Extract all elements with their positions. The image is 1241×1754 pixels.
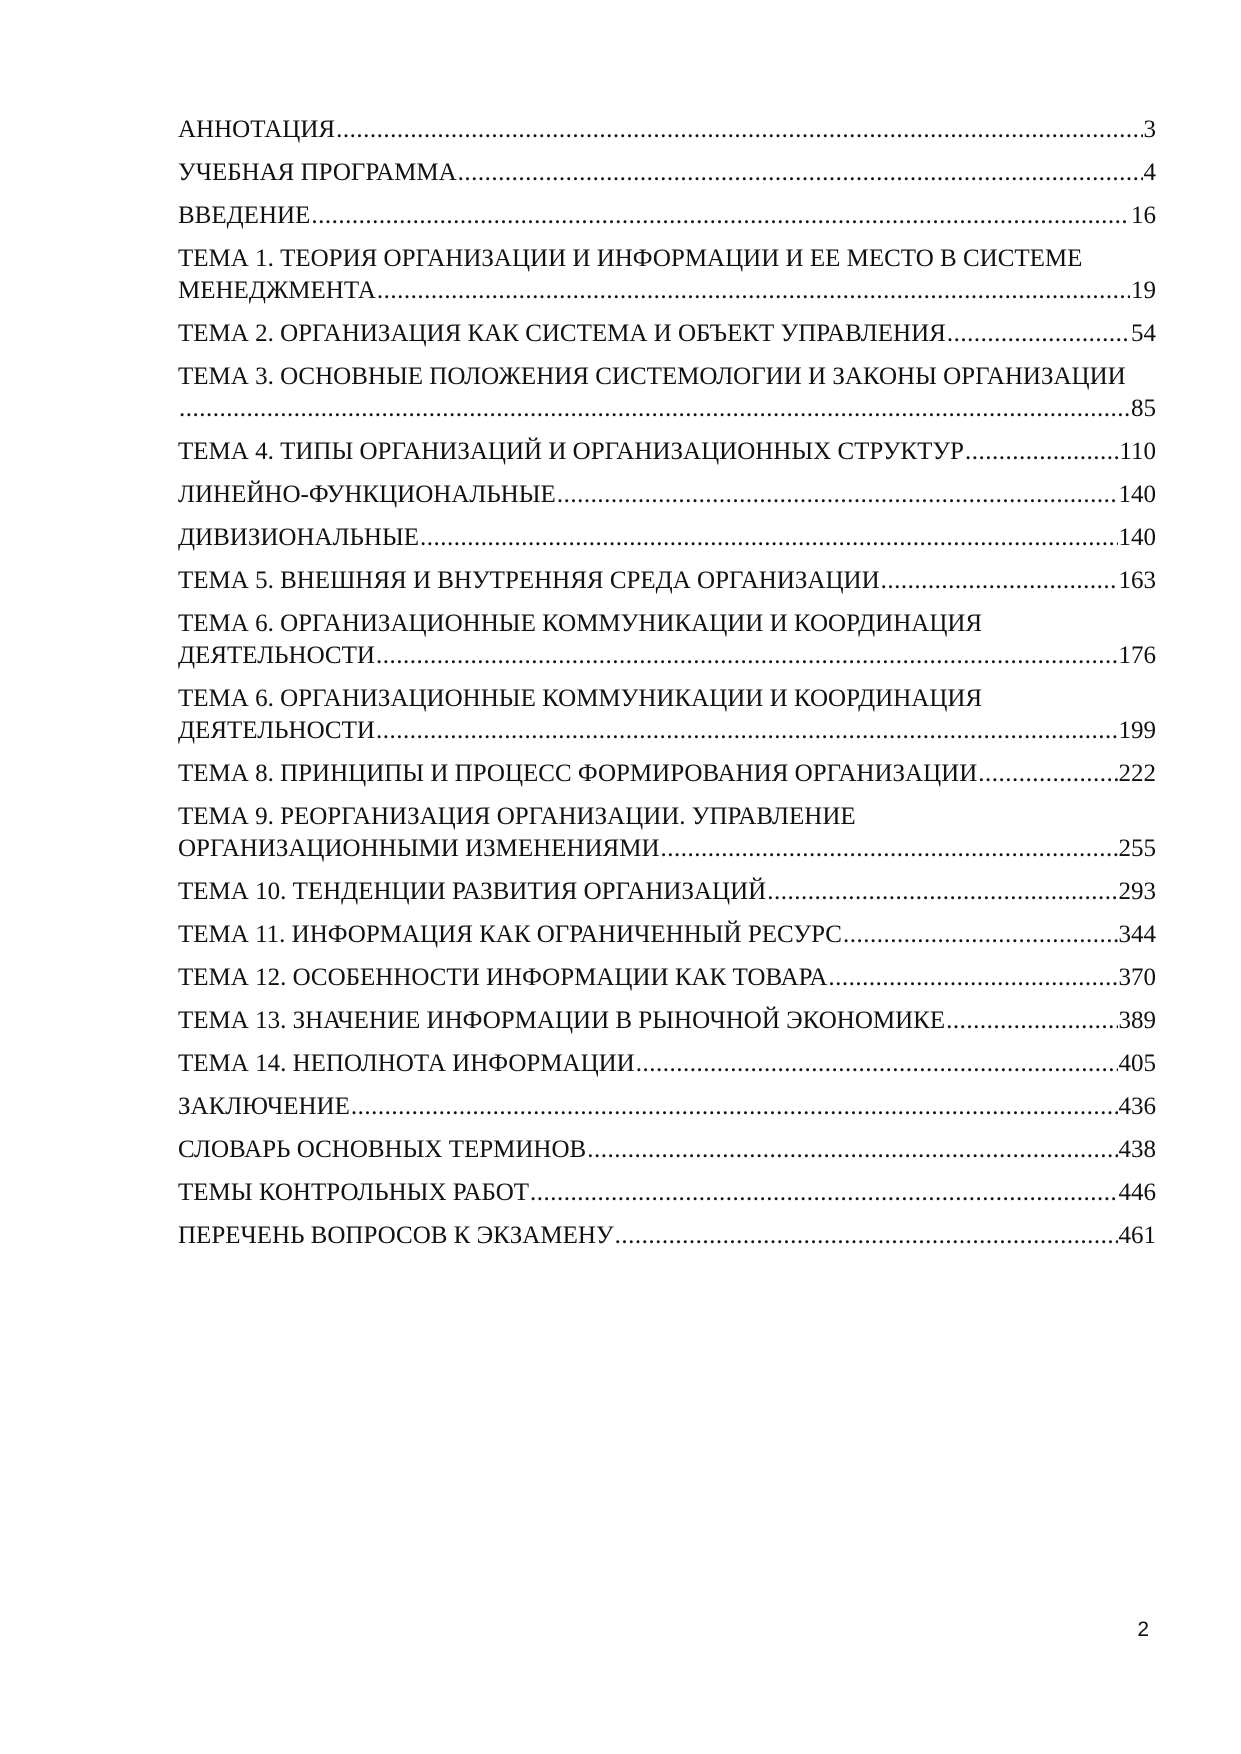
toc-entry-title: ТЕМА 8. ПРИНЦИПЫ И ПРОЦЕСС ФОРМИРОВАНИЯ ОРГАНИЗАЦИИ (178, 760, 978, 787)
toc-entry[interactable] (178, 876, 1156, 908)
toc-entry-title: ТЕМА 13. ЗНАЧЕНИЕ ИНФОРМАЦИИ В РЫНОЧНОЙ ЭКОНОМИКЕ (178, 1007, 946, 1034)
toc-entry[interactable] (178, 683, 1156, 747)
toc-dot-leader (376, 640, 1118, 672)
toc-entry[interactable] (178, 1134, 1156, 1166)
toc-entry-title: ВВЕДЕНИЕ (178, 202, 311, 229)
toc-dot-leader (978, 758, 1117, 790)
toc-entry-page-number: 293 (1118, 878, 1156, 905)
toc-entry-title: ТЕМА 10. ТЕНДЕНЦИИ РАЗВИТИЯ ОРГАНИЗАЦИЙ (178, 878, 767, 905)
toc-entry-title: ТЕМА 5. ВНЕШНЯЯ И ВНУТРЕННЯЯ СРЕДА ОРГАНИЗАЦИИ (178, 567, 880, 594)
toc-entry-title: ТЕМА 2. ОРГАНИЗАЦИЯ КАК СИСТЕМА И ОБЪЕКТ УПРАВЛЕНИЯ (178, 320, 946, 347)
toc-entry-page-number: 140 (1118, 524, 1156, 551)
toc-entry-page-number: 3 (1143, 116, 1156, 143)
toc-entry[interactable] (178, 318, 1156, 350)
toc-entry-title-line1: ТЕМА 6. ОРГАНИЗАЦИОННЫЕ КОММУНИКАЦИИ И КООРДИНАЦИЯ (178, 685, 983, 712)
toc-entry-title: ТЕМА 4. ТИПЫ ОРГАНИЗАЦИЙ И ОРГАНИЗАЦИОННЫХ СТРУКТУР (178, 438, 964, 465)
toc-entry-title: МЕНЕДЖМЕНТА (178, 277, 376, 304)
toc-entry-title: ОРГАНИЗАЦИОННЫМИ ИЗМЕНЕНИЯМИ (178, 835, 660, 862)
toc-dot-leader (767, 876, 1117, 908)
toc-entry-page-number: 19 (1131, 277, 1156, 304)
toc-dot-leader (376, 715, 1118, 747)
toc-entry-page-number: 370 (1118, 964, 1156, 991)
toc-entry[interactable] (178, 157, 1156, 189)
toc-entry-title: ТЕМА 14. НЕПОЛНОТА ИНФОРМАЦИИ (178, 1050, 635, 1077)
toc-dot-leader (420, 522, 1117, 554)
toc-entry-title: СЛОВАРЬ ОСНОВНЫХ ТЕРМИНОВ (178, 1136, 587, 1163)
toc-dot-leader (179, 393, 1130, 425)
toc-entry[interactable] (178, 1177, 1156, 1209)
toc-entry-page-number: 446 (1118, 1179, 1156, 1206)
toc-entry-title: ТЕМА 11. ИНФОРМАЦИЯ КАК ОГРАНИЧЕННЫЙ РЕСУРС (178, 921, 842, 948)
toc-entry[interactable] (178, 1091, 1156, 1123)
toc-entry-title: УЧЕБНАЯ ПРОГРАММА (178, 159, 457, 186)
toc-entry-page-number: 389 (1118, 1007, 1156, 1034)
toc-dot-leader (661, 833, 1118, 865)
toc-dot-leader (311, 200, 1130, 232)
toc-entry-title: ДЕЯТЕЛЬНОСТИ (178, 642, 375, 669)
toc-entry[interactable] (178, 1220, 1156, 1252)
toc-entry-page-number: 438 (1118, 1136, 1156, 1163)
toc-entry-page-number: 436 (1118, 1093, 1156, 1120)
toc-dot-leader (615, 1220, 1118, 1252)
toc-entry-page-number: 461 (1118, 1222, 1156, 1249)
toc-entry-title: ДИВИЗИОНАЛЬНЫЕ (178, 524, 420, 551)
toc-entry[interactable] (178, 114, 1156, 146)
toc-entry-page-number: 110 (1119, 438, 1156, 465)
toc-entry[interactable] (178, 243, 1156, 307)
toc-entry-page-number: 255 (1118, 835, 1156, 862)
toc-entry[interactable] (178, 200, 1156, 232)
toc-dot-leader (458, 157, 1143, 189)
toc-entry-title: ТЕМЫ КОНТРОЛЬНЫХ РАБОТ (178, 1179, 530, 1206)
toc-dot-leader (946, 1005, 1117, 1037)
toc-entry-title: АННОТАЦИЯ (178, 116, 336, 143)
toc-dot-leader (881, 565, 1118, 597)
toc-entry-title: ДЕЯТЕЛЬНОСТИ (178, 717, 375, 744)
toc-entry[interactable] (178, 1048, 1156, 1080)
toc-entry[interactable] (178, 436, 1156, 468)
page-number: 2 (1137, 1618, 1149, 1641)
toc-entry-page-number: 222 (1118, 760, 1156, 787)
toc-entry-page-number: 4 (1143, 159, 1156, 186)
toc-dot-leader (377, 275, 1130, 307)
toc-entry-title-line1: ТЕМА 3. ОСНОВНЫЕ ПОЛОЖЕНИЯ СИСТЕМОЛОГИИ И ЗАКОНЫ ОРГАНИЗАЦИИ (178, 363, 1126, 390)
toc-entry-title-line1: ТЕМА 1. ТЕОРИЯ ОРГАНИЗАЦИИ И ИНФОРМАЦИИ И ЕЕ МЕСТО В СИСТЕМЕ (178, 245, 1083, 272)
toc-entry-page-number: 176 (1118, 642, 1156, 669)
toc-entry[interactable] (178, 1005, 1156, 1037)
toc-entry-title-line1: ТЕМА 9. РЕОРГАНИЗАЦИЯ ОРГАНИЗАЦИИ. УПРАВЛЕНИЕ (178, 803, 856, 830)
toc-entry-page-number: 344 (1118, 921, 1156, 948)
toc-entry-page-number: 405 (1118, 1050, 1156, 1077)
toc-entry-title: ТЕМА 12. ОСОБЕННОСТИ ИНФОРМАЦИИ КАК ТОВАРА (178, 964, 828, 991)
toc-entry-title: ПЕРЕЧЕНЬ ВОПРОСОВ К ЭКЗАМЕНУ (178, 1222, 614, 1249)
toc-entry-page-number: 140 (1118, 481, 1156, 508)
toc-dot-leader (843, 919, 1118, 951)
toc-entry-title: ЗАКЛЮЧЕНИЕ (178, 1093, 350, 1120)
toc-entry[interactable] (178, 361, 1156, 425)
toc-entry-title: ЛИНЕЙНО-ФУНКЦИОНАЛЬНЫЕ (178, 481, 556, 508)
toc-dot-leader (947, 318, 1130, 350)
toc-entry[interactable] (178, 919, 1156, 951)
toc-entry-page-number: 199 (1118, 717, 1156, 744)
toc-entry-page-number: 16 (1131, 202, 1156, 229)
toc-dot-leader (828, 962, 1117, 994)
toc-dot-leader (530, 1177, 1117, 1209)
toc-dot-leader (351, 1091, 1118, 1123)
toc-entry[interactable] (178, 962, 1156, 994)
toc-entry-page-number: 85 (1131, 395, 1156, 422)
toc-entry[interactable] (178, 801, 1156, 865)
toc-entry-page-number: 163 (1118, 567, 1156, 594)
toc-entry[interactable] (178, 565, 1156, 597)
toc-dot-leader (965, 436, 1118, 468)
toc-dot-leader (336, 114, 1142, 146)
toc-entry-page-number: 54 (1131, 320, 1156, 347)
toc-dot-leader (587, 1134, 1117, 1166)
table-of-contents (178, 114, 1156, 1263)
toc-dot-leader (557, 479, 1118, 511)
toc-entry[interactable] (178, 479, 1156, 511)
toc-entry[interactable] (178, 522, 1156, 554)
toc-entry[interactable] (178, 758, 1156, 790)
toc-entry-title-line1: ТЕМА 6. ОРГАНИЗАЦИОННЫЕ КОММУНИКАЦИИ И КООРДИНАЦИЯ (178, 610, 983, 637)
toc-dot-leader (636, 1048, 1118, 1080)
toc-entry[interactable] (178, 608, 1156, 672)
